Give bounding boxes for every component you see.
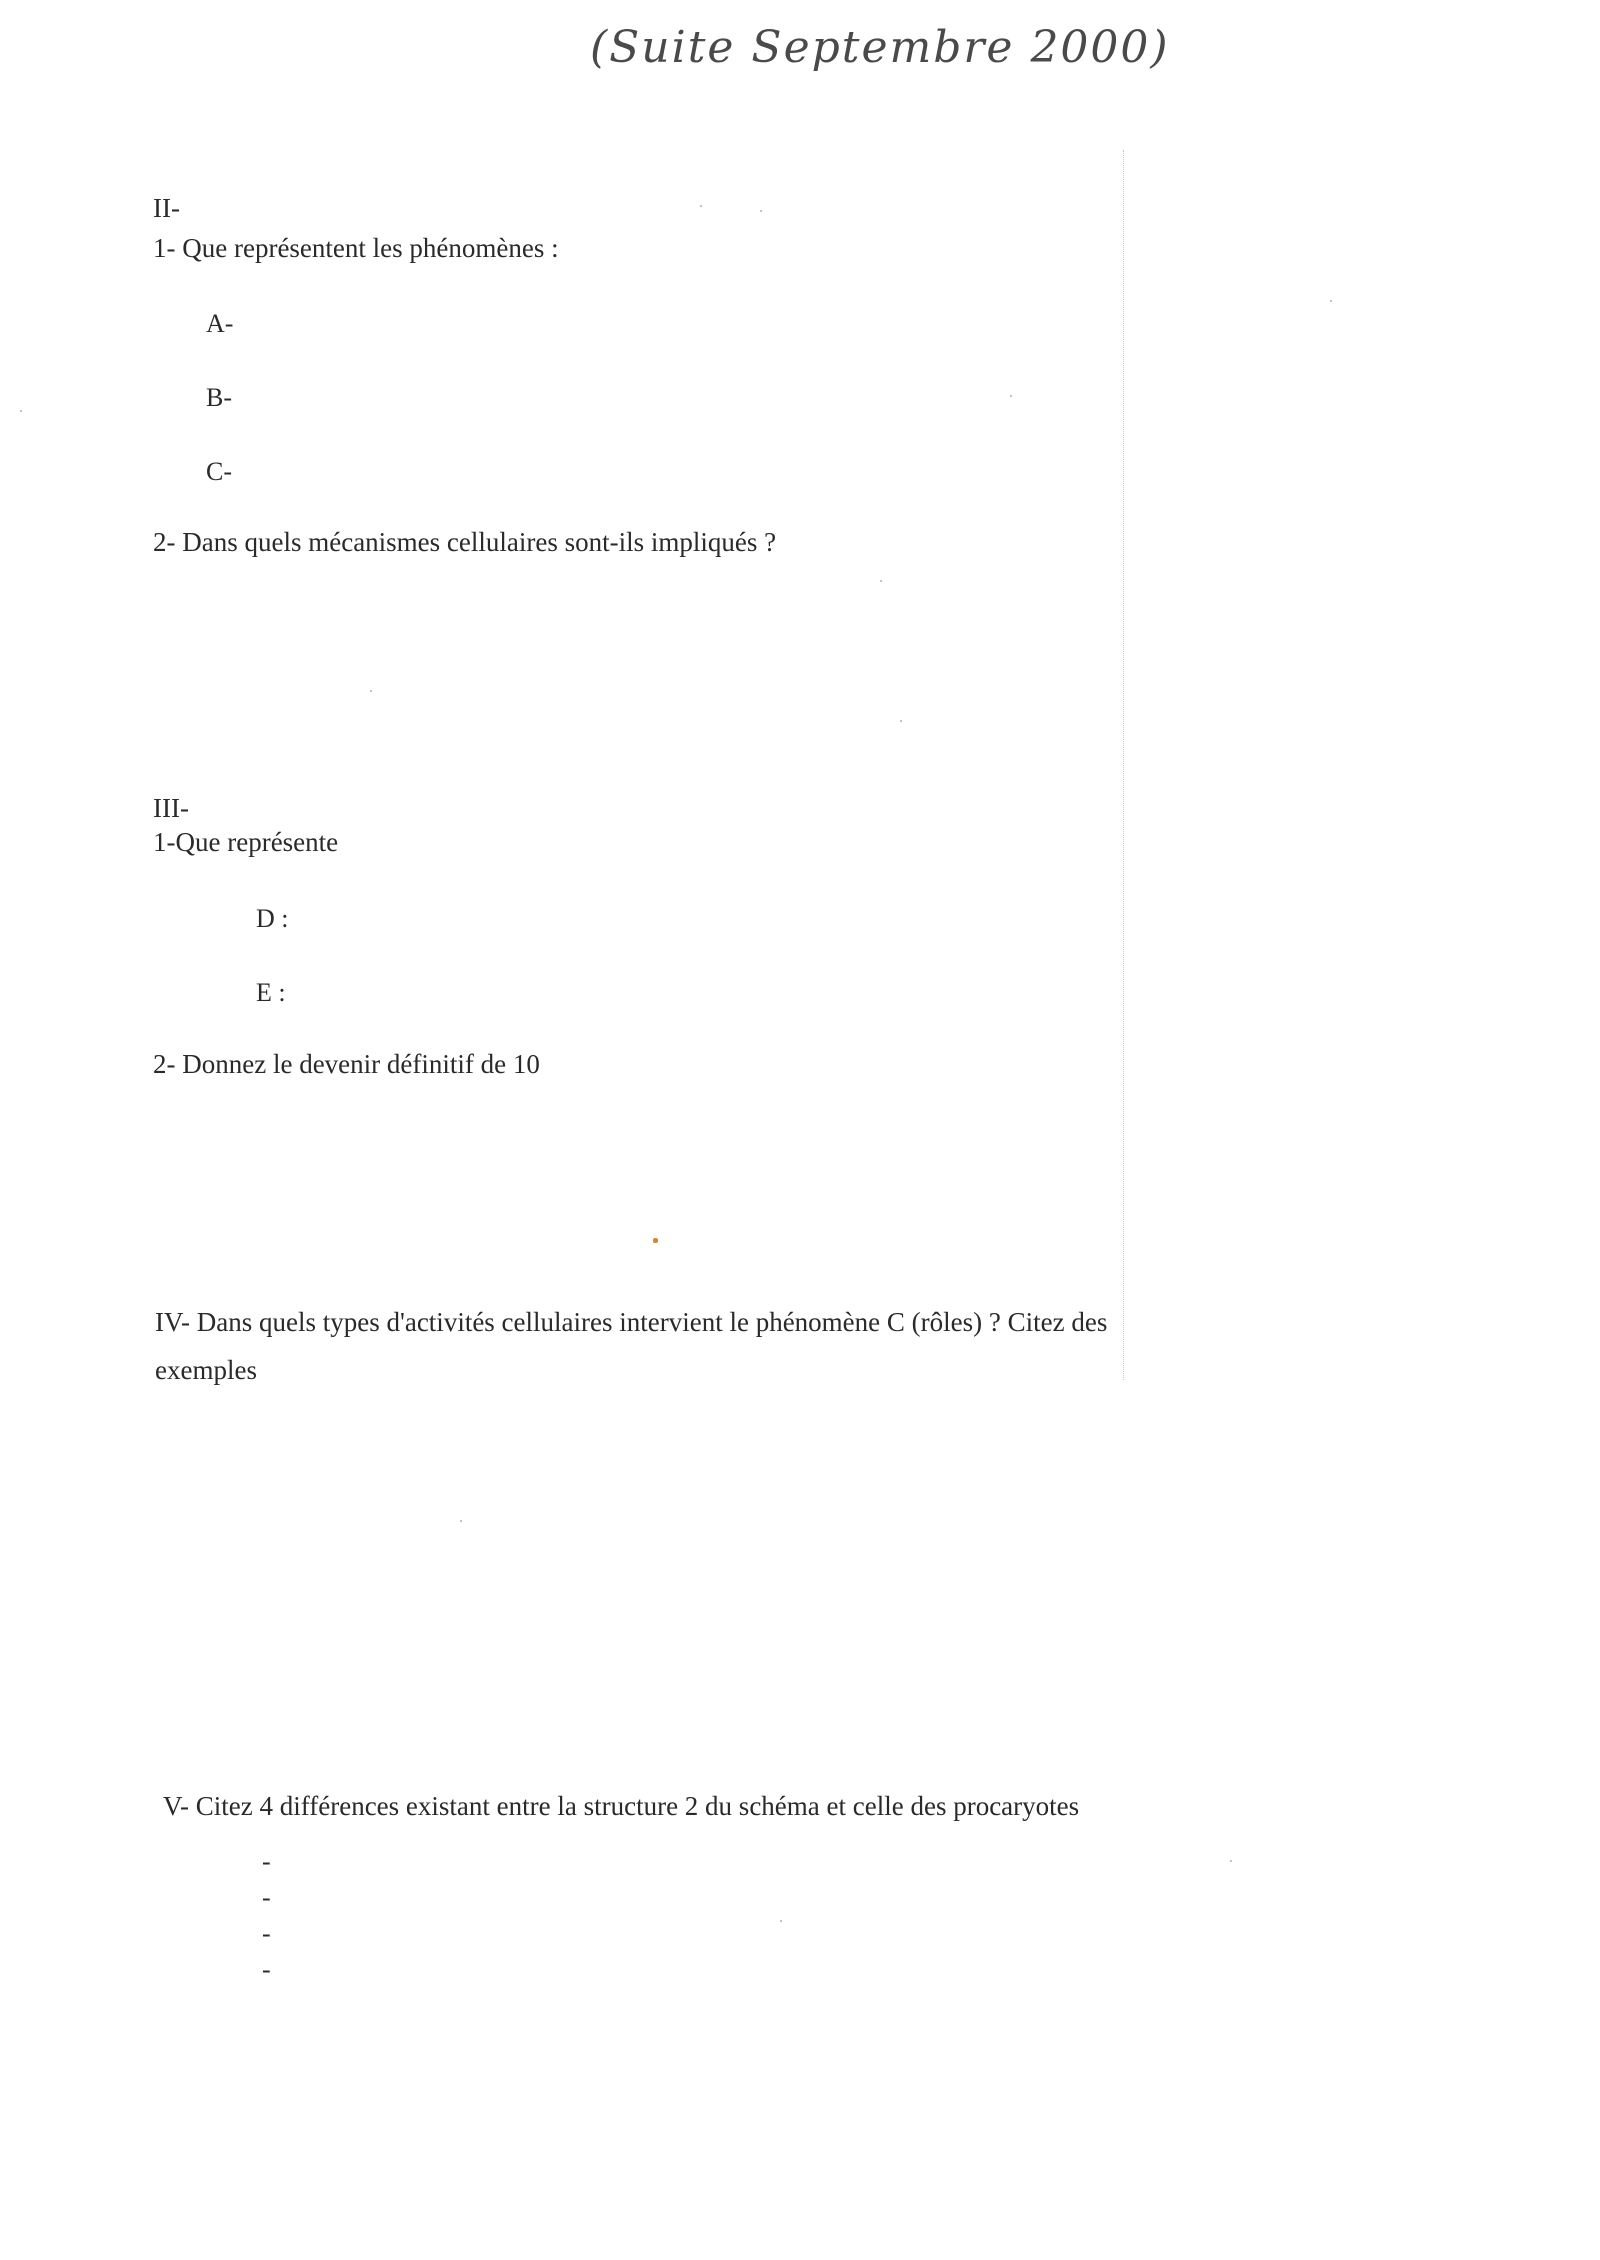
item-b-label: B-: [206, 383, 232, 412]
section-v-question: V- Citez 4 différences existant entre la structure 2 du schéma et celle des procaryotes: [163, 1791, 1080, 1821]
section-iii-question-2: 2- Donnez le devenir définitif de 10: [153, 1049, 540, 1079]
handwritten-note: (Suite Septembre 2000): [590, 22, 1170, 73]
section-ii-question-2: 2- Dans quels mécanismes cellulaires sont-ils impliqués ?: [153, 527, 777, 557]
item-e-label: E :: [256, 978, 286, 1007]
scan-speck: [780, 1920, 782, 1922]
scan-speck: [20, 410, 22, 412]
answer-bullet: -: [262, 1919, 271, 1948]
scan-speck: [1230, 1860, 1232, 1862]
scan-speck: [700, 205, 702, 207]
item-a-label: A-: [206, 309, 234, 338]
section-iii-question-1: 1-Que représente: [153, 827, 339, 857]
scan-speck: [370, 690, 372, 692]
answer-bullet: -: [262, 1847, 271, 1876]
section-ii-question-1: 1- Que représentent les phénomènes :: [153, 233, 559, 263]
answer-bullet: -: [262, 1883, 271, 1912]
section-iv-question-line-1: IV- Dans quels types d'activités cellulaires intervient le phénomène C (rôles) ? Citez des: [155, 1307, 1108, 1337]
scan-speck: [900, 720, 902, 722]
scan-speck: [1330, 300, 1332, 302]
scan-speck: [653, 1238, 658, 1243]
scan-speck: [460, 1520, 462, 1522]
scan-speck: [1010, 395, 1012, 397]
section-ii-heading: II-: [153, 193, 180, 223]
scan-speck: [760, 210, 762, 212]
section-iii-heading: III-: [153, 793, 189, 823]
section-iv-question-line-2: exemples: [155, 1355, 257, 1385]
scan-artifact-line: [1123, 150, 1124, 1380]
scan-speck: [880, 580, 882, 582]
item-d-label: D :: [256, 904, 289, 933]
answer-bullet: -: [262, 1955, 271, 1984]
item-c-label: C-: [206, 457, 232, 486]
